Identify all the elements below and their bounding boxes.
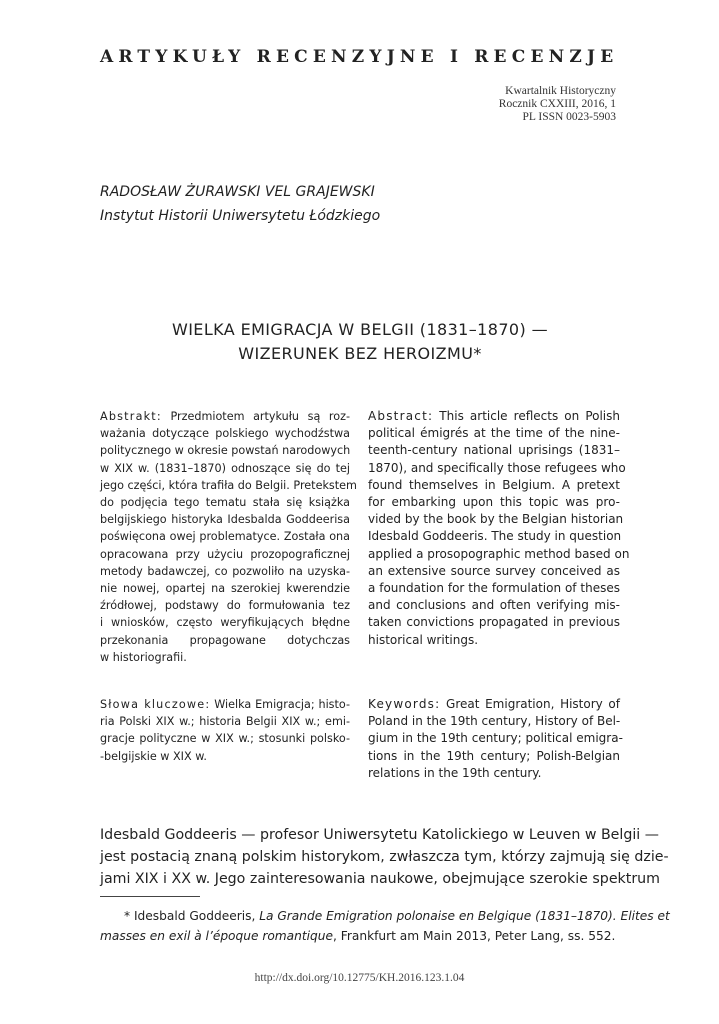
paragraph-label: Keywords:	[368, 697, 441, 711]
paragraph-last-line: w historiografii.	[100, 650, 187, 664]
paragraph-line: poświęcona owej problematyce. Została ona	[100, 530, 350, 544]
paragraph-line: politycznego w okresie powstań narodowych	[100, 444, 351, 458]
paragraph-last-line: relations in the 19th century.	[368, 765, 542, 780]
paragraph-label: Słowa kluczowe:	[100, 698, 211, 711]
journal-info	[499, 85, 616, 124]
journal-name: Kwartalnik Historyczny	[505, 85, 616, 97]
paragraph-last-line: historical writings.	[368, 632, 479, 647]
article-title	[100, 318, 620, 366]
paragraph-line: for embarking upon this topic was pro-	[368, 495, 620, 510]
body-text	[100, 824, 669, 891]
journal-volume: Rocznik CXXIII, 2016, 1	[498, 98, 616, 110]
paragraph-line: jego części, która trafiła do Belgii. Pretekstem	[100, 478, 357, 492]
author-name: RADOSŁAW ŻURAWSKI VEL GRAJEWSKI	[100, 184, 375, 200]
author-institution: Instytut Historii Uniwersytetu Łódzkiego	[100, 208, 381, 224]
footnote-marker: *	[124, 909, 131, 923]
paragraph-line: belgijskiego historyka Idesbalda Goddeerisa	[100, 513, 350, 527]
paragraph-first-line	[100, 696, 350, 713]
body-line: Idesbald Goddeeris — profesor Uniwersytetu Katolickiego w Leuven w Belgii —	[100, 827, 659, 843]
footnote-book-title-cont: masses en exil à l’époque romantique	[100, 929, 333, 943]
paragraph-line: i wniosków, często weryfikujących błędne	[100, 616, 350, 630]
paragraph-text: Przedmiotem artykułu są roz-	[161, 410, 350, 423]
paragraph-line: Idesbald Goddeeris. The study in question	[368, 529, 622, 544]
paragraph-line: political émigrés at the time of the nine-	[368, 426, 620, 441]
doi-link[interactable]: http://dx.doi.org/10.12775/KH.2016.123.1.04	[254, 972, 465, 984]
body-line: jest postacią znaną polskim historykom, zwłaszcza tym, którzy zajmują się dzie-	[100, 849, 669, 866]
footnote-publication: , Frankfurt am Main 2013, Peter Lang, ss. 552.	[333, 929, 616, 943]
paragraph-first-line	[100, 408, 350, 425]
paragraph-first-line	[368, 696, 620, 713]
journal-issn: PL ISSN 0023-5903	[522, 111, 616, 123]
paragraph-line: applied a prosopographic method based on	[368, 546, 630, 561]
paragraph-text: Great Emigration, History of	[440, 697, 620, 711]
paragraph-line: opracowana przy użyciu prozopograficznej	[100, 547, 350, 561]
paragraph-line: gracje polityczne w XIX w.; stosunki polsko-	[100, 732, 350, 746]
paragraph-line: an extensive source survey conceived as	[368, 563, 620, 578]
paragraph-line: w XIX w. (1831–1870) odnoszące się do tej	[100, 461, 350, 475]
paragraph-line: metody badawczej, co pozwoliło na uzyska-	[100, 564, 350, 578]
paragraph-label: Abstrakt:	[100, 410, 162, 423]
paragraph-line: found themselves in Belgium. A pretext	[368, 477, 620, 492]
body-line: jami XIX i XX w. Jego zainteresowania naukowe, obejmujące szerokie spektrum	[100, 871, 660, 888]
paragraph-line: 1870), and specifically those refugees who	[368, 460, 626, 475]
paragraph-line: Poland in the 19th century, History of Bel-	[368, 714, 621, 729]
keywords-english	[368, 696, 623, 782]
paragraph-line: teenth-century national uprisings (1831–	[368, 443, 620, 458]
paragraph-line: taken convictions propagated in previous	[368, 615, 620, 630]
title-line: WIZERUNEK BEZ HEROIZMU*	[238, 344, 482, 363]
abstract-english	[368, 408, 630, 649]
paragraph-text: Wielka Emigracja; histo-	[210, 698, 350, 711]
paragraph-line: a foundation for the formulation of theses	[368, 581, 620, 596]
paragraph-line: vided by the book by the Belgian historian	[368, 512, 624, 527]
abstract-polish	[100, 408, 357, 666]
paragraph-line: nie nowej, opartej na szerokiej kwerendzie	[100, 582, 350, 596]
footnote-line	[100, 926, 620, 946]
title-line: WIELKA EMIGRACJA W BELGII (1831–1870) —	[171, 320, 549, 339]
paragraph-line: źródłowej, podstawy do formułowania tez	[100, 599, 350, 613]
footnote-author: Idesbald Goddeeris,	[130, 909, 260, 923]
section-header: ARTYKUŁY RECENZYJNE I RECENZJE	[100, 47, 619, 67]
footnote-divider	[100, 896, 200, 897]
paragraph-line: ria Polski XIX w.; historia Belgii XIX w.; emi-	[100, 715, 350, 729]
paragraph-line: gium in the 19th century; political emigra-	[368, 731, 623, 746]
paragraph-label: Abstract:	[368, 409, 434, 423]
paragraph-text: This article reflects on Polish	[433, 409, 620, 423]
footnote-line	[100, 906, 670, 926]
paragraph-line: do podjęcia tego tematu stała się książka	[100, 496, 350, 510]
paragraph-line: ważania dotyczące polskiego wychodźstwa	[100, 427, 350, 441]
paragraph-line: tions in the 19th century; Polish-Belgian	[368, 748, 620, 763]
paragraph-line: przekonania propagowane dotychczas	[100, 633, 350, 647]
keywords-polish	[100, 696, 350, 765]
footnote	[100, 906, 670, 946]
paragraph-first-line	[368, 408, 620, 425]
footnote-book-title: La Grande Emigration polonaise en Belgique (1831–1870). Elites et	[259, 909, 670, 923]
paragraph-last-line: -belgijskie w XIX w.	[100, 749, 207, 763]
paragraph-line: and conclusions and often verifying mis-	[368, 598, 620, 613]
author-block	[100, 180, 380, 228]
